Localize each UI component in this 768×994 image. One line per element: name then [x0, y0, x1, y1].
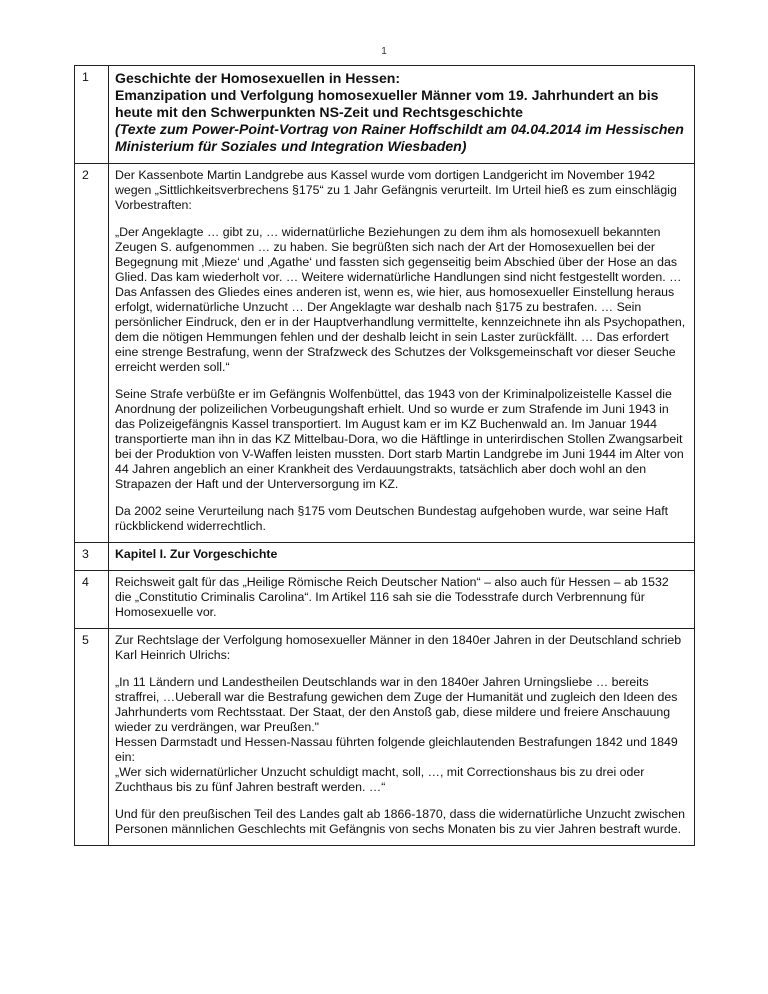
- table-row: [75, 66, 695, 164]
- row-number: 5: [75, 629, 109, 846]
- title-cell: [109, 66, 695, 164]
- paragraph: Da 2002 seine Verurteilung nach §175 vom Deutschen Bundestag aufgehoben wurde, war seine Haft rückblickend widerrechtlich.: [115, 504, 669, 533]
- text-cell: [109, 543, 695, 571]
- paragraph: Reichsweit galt für das „Heilige Römische Reich Deutscher Nation“ – also auch für Hessen – ab 1532 die „Constitutio Criminalis Carolina“. Im Artikel 116 sah sie die Todesstrafe durch Verbrennung für Homosexuelle vor.: [115, 575, 669, 619]
- text-cell: [109, 629, 695, 846]
- quote-paragraph: „In 11 Ländern und Landestheilen Deutschlands war in den 1840er Jahren Urningsliebe … bereits straffrei, …Ueberall war die Bestrafung gewichen dem Zuge der Humanität und zugleich den Ideen des Jahrhunderts vom Rechtsstaat. Der Staat, der den Anstoß gab, diese mildere und freiere Anschauung wieder zu verdrängen, war Preußen.": [115, 675, 678, 734]
- text-cell: [109, 164, 695, 543]
- document-subtitle: (Texte zum Power-Point-Vortrag von Rainer Hoffschildt am 04.04.2014 im Hessischen Ministerium für Soziales und Integration Wiesbaden): [115, 121, 684, 154]
- table-row: [75, 543, 695, 571]
- page-number: 1: [381, 46, 387, 57]
- paragraph: Zur Rechtslage der Verfolgung homosexueller Männer in den 1840er Jahren in der Deutschland schrieb Karl Heinrich Ulrichs:: [115, 633, 682, 662]
- title-line: Emanzipation und Verfolgung homosexueller Männer vom 19. Jahrhundert an bis heute mit den Schwerpunkten NS-Zeit und Rechtsgeschichte: [115, 87, 659, 120]
- row-number: 3: [75, 543, 109, 571]
- quote-paragraph: „Der Angeklagte … gibt zu, … widernatürliche Beziehungen zu dem ihm als homosexuell bekannten Zeugen S. aufgenommen … zu haben. Sie begrüßten sich nach der Art der Homosexuellen bei der Begegnung mit ‚Mieze‘ und ‚Agathe‘ und fassten sich gegenseitig beim Abschied über der Hose an das Glied. Das kam wiederholt vor. … Weitere widernatürliche Handlungen sind nicht festgestellt worden. … Das Anfassen des Gliedes eines anderen ist, wenn es, wie hier, aus homosexueller Einstellung heraus erfolgt, widernatürliche Unzucht … Der Angeklagte war deshalb nach §175 zu bestrafen. … Sein persönlicher Eindruck, den er in der Hauptverhandlung vermittelte, kennzeichnete ihn als Psychopathen, dem die nötigen Hemmungen fehlen und der deshalb leicht in sein Laster zurückfällt. … Das erfordert eine strenge Bestrafung, wenn der Strafzweck des Schutzes der Volksgemeinschaft vor dieser Seuche erreicht werden soll.“: [115, 225, 686, 374]
- table-row: [75, 629, 695, 846]
- paragraph: Der Kassenbote Martin Landgrebe aus Kassel wurde vom dortigen Landgericht im November 1942 wegen „Sittlichkeitsverbrechens §175“ zu 1 Jahr Gefängnis verurteilt. Im Urteil hieß es zum einschlägig Vorbestraften:: [115, 168, 677, 212]
- row-number: 1: [75, 66, 109, 164]
- document-title: [115, 70, 688, 155]
- table-row: [75, 571, 695, 629]
- table-row: [75, 164, 695, 543]
- paragraph: Hessen Darmstadt und Hessen-Nassau führten folgende gleichlautenden Bestrafungen 1842 und 1849 ein:: [115, 735, 678, 764]
- title-line: Geschichte der Homosexuellen in Hessen:: [115, 70, 401, 86]
- quote-paragraph: „Wer sich widernatürlicher Unzucht schuldigt macht, soll, …, mit Correctionshaus bis zu drei oder Zuchthaus bis zu fünf Jahren bestraft werden. …“: [115, 765, 645, 794]
- row-number: 4: [75, 571, 109, 629]
- row-number: 2: [75, 164, 109, 543]
- paragraph: Seine Strafe verbüßte er im Gefängnis Wolfenbüttel, das 1943 von der Kriminalpolizeistelle Kassel die Anordnung der polizeilichen Vorbeugungshaft erhielt. Und so wurde er zum Strafende im Juni 1943 in das Polizeigefängnis Kassel transportiert. Im August kam er im KZ Buchenwald an. Im Januar 1944 transportierte man ihn in das KZ Mittelbau-Dora, wo die Häftlinge in unterirdischen Stollen Zwangsarbeit bei der Produktion von V-Waffen leisten mussten. Dort starb Martin Landgrebe im Juni 1944 im Alter von 44 Jahren angeblich an einer Krankheit des Verdauungstrakts, tatsächlich aber doch wohl an den Strapazen der Haft und der Unterversorgung im KZ.: [115, 387, 684, 491]
- document-table: [74, 65, 695, 846]
- text-cell: [109, 571, 695, 629]
- chapter-heading: Kapitel I. Zur Vorgeschichte: [115, 547, 278, 561]
- paragraph: Und für den preußischen Teil des Landes galt ab 1866-1870, dass die widernatürliche Unzucht zwischen Personen männlichen Geschlechts mit Gefängnis von sechs Monaten bis zu vier Jahren bestraft wurde.: [115, 807, 685, 836]
